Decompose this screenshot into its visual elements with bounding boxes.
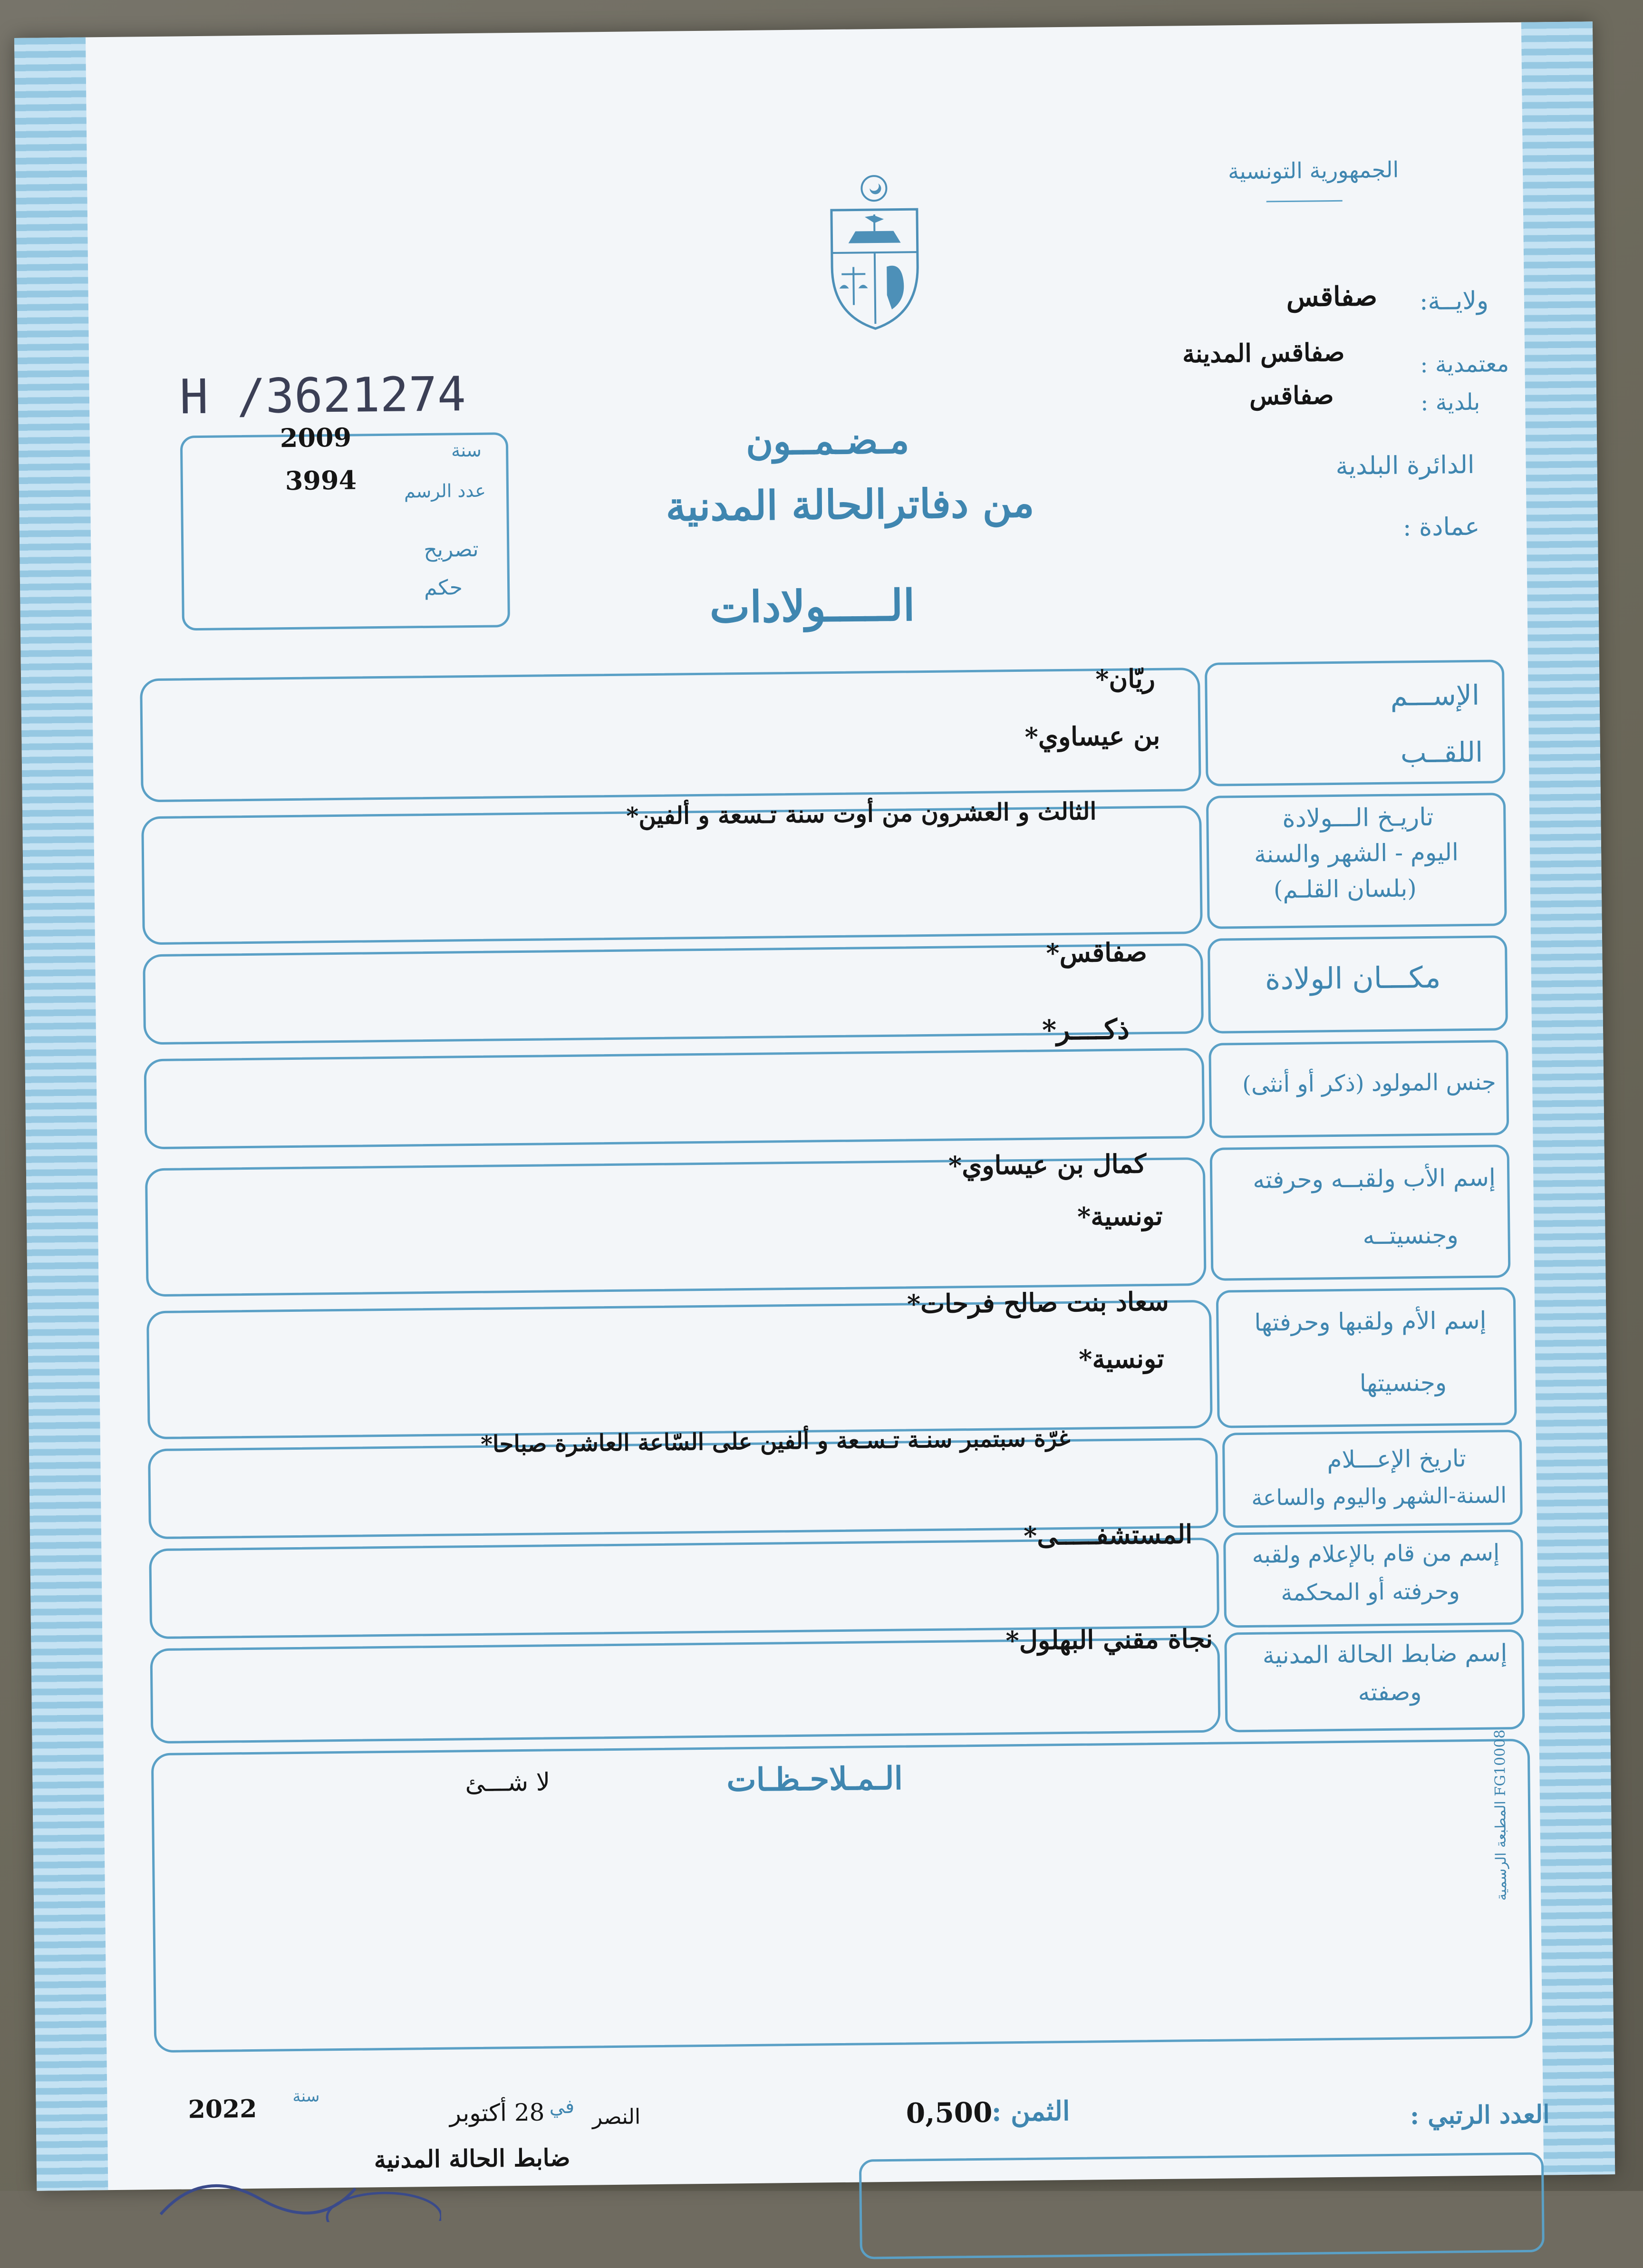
delegation-value: صفاقس المدينة (1182, 338, 1345, 369)
label-mother-nationality: وجنسيتها (1359, 1369, 1447, 1397)
district-label: الدائرة البلدية (1335, 451, 1474, 481)
label-father-nationality: وجنسيتــه (1363, 1221, 1459, 1250)
birth-certificate-page (14, 21, 1615, 2191)
printer-mark: المطبعة الرسمية FG10008 (1491, 1729, 1510, 1900)
label-birth-place: مكـــان الولادة (1265, 960, 1440, 997)
tunisia-coat-of-arms-icon (819, 171, 930, 334)
footer-year-label: سنة (292, 2087, 319, 2106)
judgment-label: حكم (424, 575, 463, 600)
title-extract: مـضـمــون (746, 418, 909, 464)
year-label: سنة (451, 440, 482, 461)
value-officer: نجاة مقني البهلول* (1005, 1623, 1213, 1656)
label-mother: إسم الأم ولقبها وحرفتها (1254, 1307, 1487, 1337)
footer-year: 2022 (188, 2094, 257, 2124)
label-birth-date-note: (بلسان القلـم) (1274, 874, 1417, 903)
declaration-label: تصريح (424, 537, 479, 562)
label-declarant-profession: وحرفته أو المحكمة (1281, 1578, 1460, 1606)
remarks-label: الـمـلاحـظـات (726, 1760, 903, 1799)
label-birth-date: تاريـخ الـــولادة (1282, 803, 1434, 833)
value-sex: ذكــــر* (1042, 1013, 1130, 1047)
label-officer: إسم ضابط الحالة المدنية (1262, 1639, 1507, 1669)
value-surname: بن عيساوي* (1024, 720, 1160, 752)
governorate-label: ولايــة: (1420, 287, 1489, 316)
value-father-nationality: تونسية* (1077, 1201, 1163, 1232)
omda-label: عمادة : (1403, 513, 1480, 542)
serial-order-label: العدد الرتبي : (1410, 2100, 1550, 2130)
remarks-value: لا شـــئ (465, 1768, 550, 1797)
republic-heading: الجمهورية التونسية (1228, 157, 1399, 184)
registry-box (180, 432, 510, 630)
governorate-value: صفاقس (1286, 281, 1378, 313)
label-first-name: الإســـم (1390, 679, 1479, 712)
municipality-label: بلدية : (1421, 389, 1480, 416)
value-box-mother (146, 1300, 1213, 1439)
value-birth-date: الثالث و العشرون من أوت سنة تـسعة و ألفين* (626, 797, 1097, 830)
value-declarant: المستشفـــــى* (1024, 1519, 1193, 1551)
delegation-label: معتمدية : (1420, 350, 1509, 378)
document-body (86, 22, 1544, 2190)
officer-signature-label: ضابط الحالة المدنية (374, 2143, 570, 2173)
value-father: كمال بن عيساوي* (948, 1148, 1147, 1181)
label-box-declaration-date (1222, 1430, 1523, 1528)
label-declaration-date: تاريخ الإعـــلام (1327, 1444, 1466, 1473)
label-father: إسم الأب ولقبــه وحرفته (1253, 1164, 1496, 1194)
stamp-signature (155, 2154, 441, 2224)
value-declaration-date: غرّة سبتمبر سنـة تـسـعة و ألفين على السّاعة العاشرة صباحا* (481, 1425, 1071, 1458)
label-birth-date-format: اليوم - الشهر والسنة (1254, 838, 1459, 868)
value-box-sex (144, 1048, 1205, 1149)
price-label: الثمن : (991, 2095, 1070, 2128)
footer-place: النصر (592, 2104, 641, 2129)
act-number-value: 3994 (285, 465, 357, 496)
divider (1266, 200, 1343, 203)
label-officer-title: وصفته (1358, 1678, 1421, 1706)
label-surname: اللقــب (1401, 736, 1483, 769)
value-box-declarant (149, 1538, 1219, 1639)
price-value: 0,500 (906, 2096, 992, 2130)
value-mother-nationality: تونسية* (1079, 1343, 1164, 1375)
title-civil-registry: من دفاترالحالة المدنية (666, 479, 1034, 530)
label-declaration-date-format: السنة-الشهر واليوم والساعة (1251, 1482, 1507, 1511)
value-birth-place: صفاقس* (1046, 937, 1147, 968)
footer-date: 28 أكتوبر (449, 2099, 544, 2127)
municipality-value: صفاقس (1249, 381, 1334, 411)
year-value: 2009 (280, 422, 352, 454)
title-births: الـــــولادات (709, 580, 915, 633)
value-mother: سعاد بنت صالح فرحات* (907, 1286, 1169, 1319)
serial-number: H /3621274 (179, 366, 466, 425)
act-number-label: عدد الرسم (404, 480, 486, 502)
value-first-name: ريّان* (1095, 663, 1155, 694)
footer-date-prefix: في (549, 2096, 574, 2118)
label-sex: جنس المولود (ذكر أو أنثى) (1242, 1068, 1496, 1098)
label-declarant: إسم من قام بالإعلام ولقبه (1252, 1539, 1499, 1568)
footer-notice-box (859, 2152, 1545, 2259)
